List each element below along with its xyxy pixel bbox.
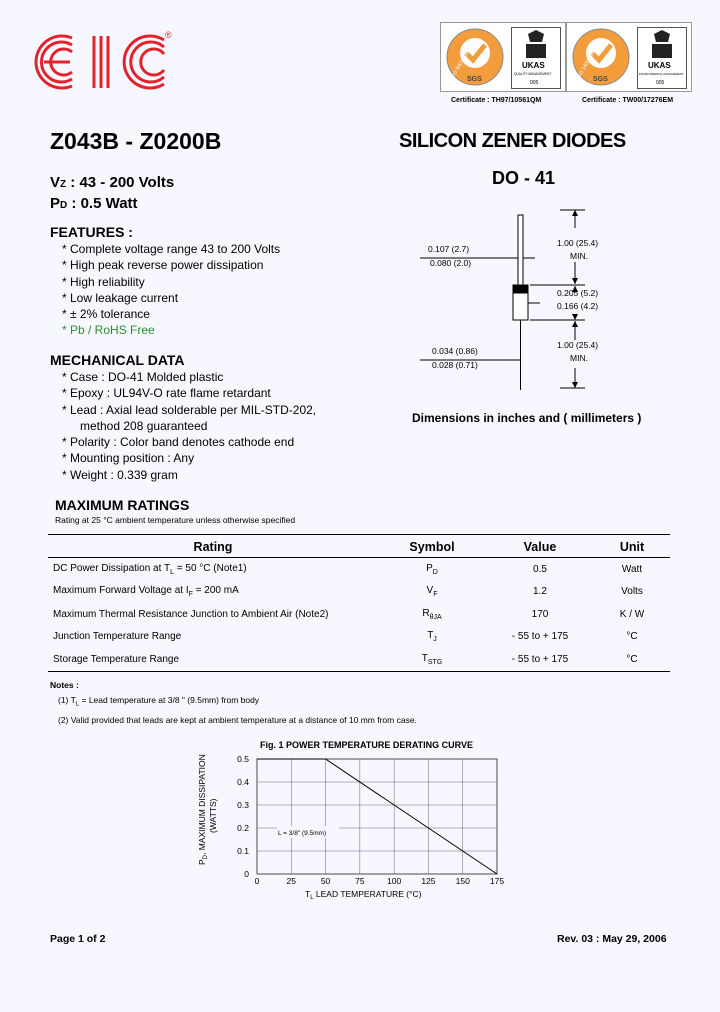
eic-logo: [30, 28, 180, 96]
table-header-row: [48, 535, 670, 558]
notes-heading: Notes :: [50, 680, 79, 690]
table-row: [48, 626, 670, 649]
value-cell: 170: [531, 608, 549, 620]
y-tick-label: 0: [244, 869, 249, 879]
derating-curve: [257, 759, 497, 874]
lead-length-bottom: 1.00 (25.4): [557, 340, 599, 350]
table-row: [48, 648, 670, 671]
symbol-cell: $T_J$: [427, 630, 437, 644]
x-tick-label: 0: [254, 876, 260, 886]
sgs-seal-icon: [445, 27, 505, 87]
list-item: * High peak reverse power dissipation: [62, 258, 264, 273]
svg-text:UKAS: UKAS: [522, 61, 545, 70]
symbol-cell: $R_{\theta JA}$: [422, 607, 442, 621]
ukas-mark-icon: [511, 27, 561, 89]
wire-diameter-min: 0.028 (0.71): [432, 360, 478, 370]
registered-mark: ®: [165, 30, 172, 40]
max-ratings-heading: MAXIMUM RATINGS: [55, 497, 190, 513]
x-tick-label: 50: [320, 876, 331, 886]
value-cell: 0.5: [533, 563, 547, 575]
col-symbol: Symbol: [378, 535, 486, 558]
unit-cell: K / W: [619, 608, 645, 620]
body-length-min: 0.166 (4.2): [557, 301, 599, 311]
package-label: DO - 41: [492, 168, 556, 188]
chart-plot-area: [257, 759, 497, 874]
chart-ylabel-unit: (WATTS): [208, 798, 218, 833]
svg-text:ENVIRONMENTAL MANAGEMENT: ENVIRONMENTAL MANAGEMENT: [639, 72, 684, 76]
list-item: * Lead : Axial lead solderable per MIL-STD-202,: [62, 402, 317, 417]
chart-annotation: L = 3/8" (9.5mm): [278, 830, 327, 837]
y-tick-label: 0.1: [237, 846, 249, 856]
col-value: Value: [486, 535, 594, 558]
certificate-number-1: Certificate : TH97/10561QM: [451, 97, 542, 104]
rating-cell: Maximum Thermal Resistance Junction to Ambient Air (Note2): [53, 608, 329, 620]
col-unit: Unit: [594, 535, 670, 558]
table-row: [48, 558, 670, 581]
lead-diameter-min: 0.080 (2.0): [430, 258, 472, 268]
list-item: * High reliability: [62, 274, 145, 289]
svg-text:ISO 14001:2004: ISO 14001:2004: [575, 45, 600, 81]
wire-diameter-max: 0.034 (0.86): [432, 346, 478, 356]
do41-outline-drawing: [400, 200, 700, 400]
mechanical-list: [62, 369, 316, 483]
x-tick-label: 100: [387, 876, 402, 886]
features-list: [62, 241, 280, 339]
chart-series: [257, 759, 497, 874]
part-number-title: Z043B - Z0200B: [50, 128, 222, 154]
unit-cell: °C: [626, 631, 638, 643]
x-tick-label: 25: [286, 876, 297, 886]
chart-ticks: [237, 754, 504, 886]
unit-cell: °C: [594, 648, 670, 671]
pd-spec: PD : 0.5 Watt: [50, 195, 138, 212]
unit-cell: Volts: [621, 586, 643, 598]
ukas-mark-icon: [637, 27, 687, 89]
note-1: (1) $T_L$ = Lead temperature at 3/8 " (9.5mm) from body: [58, 695, 260, 708]
list-item: * Weight : 0.339 gram: [62, 467, 178, 482]
value-cell: - 55 to + 175: [486, 648, 594, 671]
certificate-badge-2: [566, 22, 692, 92]
lead-length-bottom-min: MIN.: [570, 353, 588, 363]
svg-text:SGS: SGS: [593, 76, 608, 83]
list-item: * ± 2% tolerance: [62, 307, 150, 322]
derating-chart: [185, 735, 515, 910]
col-rating: Rating: [48, 535, 378, 558]
svg-text:005: 005: [530, 80, 539, 86]
svg-text:SGS: SGS: [467, 76, 482, 83]
y-tick-label: 0.5: [237, 754, 249, 764]
x-tick-label: 175: [489, 876, 505, 886]
dimension-note: Dimensions in inches and ( millimeters ): [412, 411, 642, 425]
symbol-cell: $T_{STG}$: [378, 648, 486, 671]
lead-length-top: 1.00 (25.4): [557, 238, 599, 248]
svg-text:ISO 9001:2000: ISO 9001:2000: [449, 47, 472, 81]
chart-xlabel: $T_L$ LEAD TEMPERATURE (°C): [305, 889, 422, 901]
unit-cell: Watt: [621, 563, 643, 575]
x-tick-label: 150: [455, 876, 470, 886]
sgs-seal-icon: [571, 27, 631, 87]
certificate-badge-1: [440, 22, 566, 92]
rating-cell: Junction Temperature Range: [53, 631, 182, 643]
value-cell: - 55 to + 175: [511, 631, 569, 643]
symbol-cell: $P_D$: [426, 562, 438, 576]
chart-grid: [257, 759, 497, 874]
body-length-max: 0.205 (5.2): [557, 288, 599, 298]
value-cell: 1.2: [533, 586, 547, 598]
list-item: * Low leakage current: [62, 290, 179, 305]
rating-cell: Maximum Forward Voltage at $I_F = 200$ mA: [53, 585, 239, 599]
ratings-condition-note: Rating at 25 °C ambient temperature unless otherwise specified: [55, 515, 296, 525]
revision-date: Rev. 03 : May 29, 2006: [557, 933, 667, 945]
svg-text:UKAS: UKAS: [648, 61, 671, 70]
list-item: * Pb / RoHS Free: [62, 323, 155, 338]
svg-text:005: 005: [656, 80, 665, 86]
x-tick-label: 75: [355, 876, 365, 886]
list-item: * Mounting position : Any: [62, 451, 195, 466]
rating-cell: DC Power Dissipation at $T_L = 50$ °C (Note1): [53, 562, 247, 576]
svg-text:QUALITY MANAGEMENT: QUALITY MANAGEMENT: [514, 72, 552, 76]
x-tick-label: 125: [421, 876, 436, 886]
table-row: [48, 603, 670, 626]
vz-spec: VZ : 43 - 200 Volts: [50, 174, 175, 191]
symbol-cell: $V_F$: [426, 585, 438, 599]
lead-diameter-max: 0.107 (2.7): [428, 244, 470, 254]
list-item: * Epoxy : UL94V-O rate flame retardant: [62, 386, 271, 401]
lead-length-top-min: MIN.: [570, 251, 588, 261]
features-heading: FEATURES :: [50, 224, 133, 240]
rating-cell: Storage Temperature Range: [48, 648, 378, 671]
list-item: * Case : DO-41 Molded plastic: [62, 370, 224, 384]
page-number: Page 1 of 2: [50, 933, 106, 945]
list-item: method 208 guaranteed: [80, 418, 208, 433]
mechanical-heading: MECHANICAL DATA: [50, 352, 185, 368]
note-2: (2) Valid provided that leads are kept at ambient temperature at a distance of 10 mm from case.: [58, 714, 417, 725]
list-item: * Polarity : Color band denotes cathode end: [62, 435, 295, 450]
product-subtitle: SILICON ZENER DIODES: [399, 130, 626, 152]
ratings-table: [48, 534, 670, 672]
y-tick-label: 0.3: [237, 800, 249, 810]
notes-block: [50, 678, 417, 728]
chart-ylabel: $P_D$, MAXIMUM DISSIPATION: [197, 754, 209, 865]
list-item: * Complete voltage range 43 to 200 Volts: [62, 242, 281, 256]
y-tick-label: 0.4: [237, 777, 249, 787]
y-tick-label: 0.2: [237, 823, 249, 833]
certificate-number-2: Certificate : TW00/17276EM: [582, 97, 674, 104]
table-row: [48, 581, 670, 604]
chart-title: Fig. 1 POWER TEMPERATURE DERATING CURVE: [260, 740, 474, 750]
